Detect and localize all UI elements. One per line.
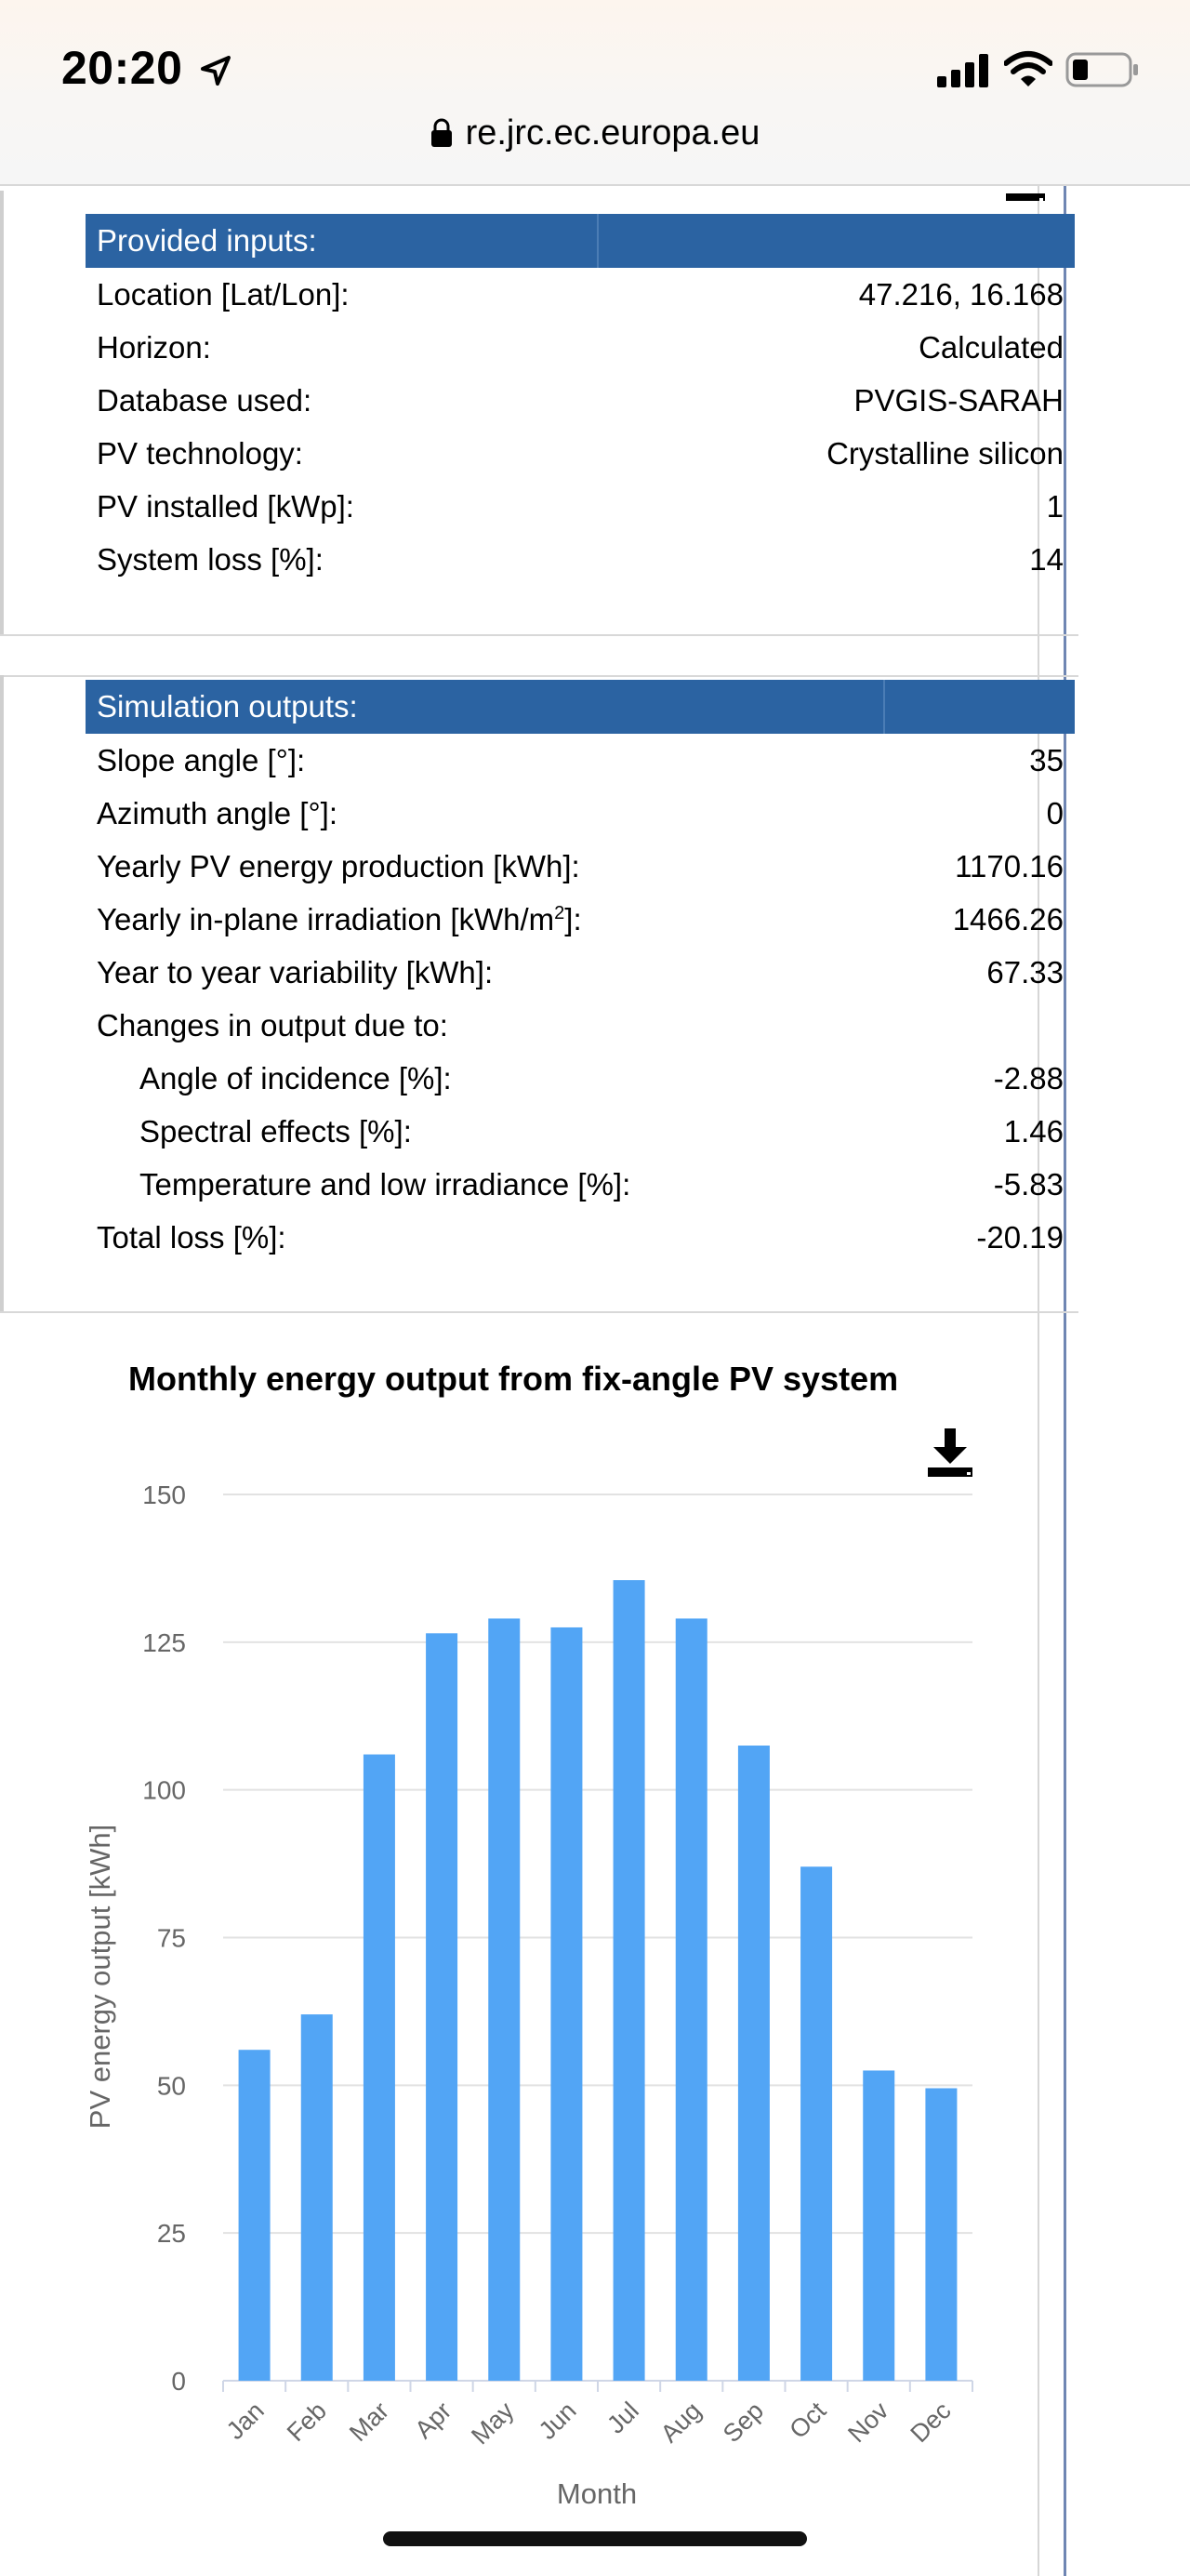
- chart-title: Monthly energy output from fix-angle PV system: [128, 1360, 899, 1398]
- simulation-outputs-header: [86, 680, 1075, 734]
- row-value: 14: [1029, 542, 1064, 577]
- panel-divider: [0, 675, 1078, 677]
- row-label: Location [Lat/Lon]:: [97, 277, 350, 312]
- wifi-icon: [1004, 50, 1052, 87]
- table-row: [86, 946, 1075, 999]
- table-row: [86, 268, 1075, 321]
- table-row: [86, 787, 1075, 840]
- row-value: 1170.16: [955, 849, 1064, 883]
- location-arrow-icon: [197, 52, 234, 89]
- table-row: [86, 480, 1075, 533]
- row-value: 0: [1046, 796, 1064, 830]
- row-label: PV technology:: [97, 436, 303, 471]
- panel-divider: [0, 634, 1078, 636]
- row-value: -20.19: [976, 1220, 1064, 1255]
- row-value: PVGIS-SARAH: [853, 383, 1064, 418]
- simulation-outputs-title: Simulation outputs:: [97, 689, 358, 724]
- y-tick-label: 125: [142, 1627, 186, 1657]
- row-label: Slope angle [°]:: [97, 743, 306, 777]
- x-axis-title: Month: [556, 2477, 638, 2510]
- bar-sep: [738, 1746, 770, 2381]
- x-tick-label: Mar: [344, 2397, 395, 2448]
- cellular-signal-icon: [937, 54, 991, 87]
- bar-apr: [426, 1633, 457, 2381]
- row-label: PV installed [kWp]:: [97, 489, 354, 524]
- row-label: Yearly in-plane irradiation $[kWh/m^2]$:: [97, 902, 582, 936]
- panel-left-border: [0, 675, 4, 1313]
- battery-icon: [1065, 52, 1140, 89]
- y-axis-title: PV energy output [kWh]: [84, 1824, 116, 2130]
- bar-oct: [800, 1866, 832, 2381]
- x-tick-label: Apr: [409, 2397, 457, 2444]
- table-row: [86, 734, 1075, 787]
- x-tick-label: Jun: [533, 2397, 582, 2446]
- lock-icon: [430, 118, 453, 148]
- row-label: Horizon:: [97, 330, 211, 365]
- home-indicator[interactable]: [383, 2531, 807, 2546]
- provided-inputs-table: [86, 214, 1075, 586]
- x-tick-label: Dec: [905, 2397, 957, 2449]
- provided-inputs-title: Provided inputs:: [97, 223, 317, 258]
- simulation-outputs-table: [86, 680, 1075, 1264]
- row-label: Azimuth angle [°]:: [97, 796, 337, 830]
- x-tick-label: Jul: [602, 2397, 644, 2439]
- x-tick-label: Aug: [654, 2397, 707, 2449]
- table-row: [86, 1052, 1075, 1105]
- x-tick-label: Oct: [784, 2397, 832, 2444]
- y-tick-label: 25: [156, 2219, 186, 2249]
- bar-jan: [239, 2050, 271, 2381]
- y-tick-label: 0: [171, 2367, 186, 2396]
- row-label: Yearly PV energy production [kWh]:: [97, 849, 580, 883]
- table-row: [86, 427, 1075, 480]
- row-value: 1: [1046, 489, 1064, 524]
- bar-feb: [301, 2014, 333, 2381]
- table-row: [86, 374, 1075, 427]
- monthly-energy-chart: [0, 1451, 1032, 2530]
- row-value: 1.46: [1003, 1114, 1064, 1149]
- provided-inputs-header: [86, 214, 1075, 268]
- x-tick-label: Sep: [717, 2397, 770, 2449]
- row-value: 1466.26: [952, 902, 1064, 936]
- table-row: [86, 1105, 1075, 1158]
- download-icon[interactable]: [1004, 177, 1047, 206]
- bar-dec: [925, 2089, 957, 2381]
- panel-divider: [0, 1311, 1078, 1313]
- table-row: [86, 533, 1075, 586]
- row-label: Angle of incidence [%]:: [139, 1061, 452, 1095]
- header-separator: [883, 680, 885, 734]
- table-row: [86, 1158, 1075, 1211]
- y-tick-label: 75: [156, 1923, 186, 1953]
- bar-jul: [614, 1580, 645, 2381]
- x-tick-label: May: [466, 2397, 520, 2450]
- row-value: 35: [1029, 743, 1064, 777]
- table-row: [86, 840, 1075, 893]
- table-row: [86, 999, 1075, 1052]
- table-row: [86, 321, 1075, 374]
- row-label: Total loss [%]:: [97, 1220, 286, 1255]
- row-value: -5.83: [993, 1167, 1064, 1202]
- row-label: Database used:: [97, 383, 312, 418]
- status-time: 20:20: [61, 42, 183, 94]
- row-label: Year to year variability [kWh]:: [97, 955, 494, 989]
- y-tick-label: 100: [142, 1775, 186, 1805]
- row-label: Spectral effects [%]:: [139, 1114, 412, 1149]
- row-value: 47.216, 16.168: [858, 277, 1064, 312]
- row-value: -2.88: [993, 1061, 1064, 1095]
- x-tick-label: Jan: [220, 2397, 270, 2446]
- x-tick-label: Feb: [281, 2397, 332, 2448]
- row-label: Temperature and low irradiance [%]:: [139, 1167, 631, 1202]
- y-tick-label: 150: [142, 1481, 186, 1509]
- panel-left-border: [0, 191, 4, 635]
- url-text: re.jrc.ec.europa.eu: [465, 113, 760, 153]
- row-value: 67.33: [986, 955, 1064, 989]
- table-row: [86, 893, 1075, 946]
- bar-may: [488, 1618, 520, 2381]
- browser-topbar: [0, 0, 1190, 186]
- row-value: Crystalline silicon: [826, 436, 1064, 471]
- header-separator: [597, 214, 599, 268]
- row-label: Changes in output due to:: [97, 1008, 448, 1042]
- table-row: [86, 1211, 1075, 1264]
- address-bar[interactable]: [0, 113, 1190, 153]
- bar-jun: [550, 1627, 582, 2381]
- row-value: Calculated: [919, 330, 1064, 365]
- bar-aug: [676, 1618, 707, 2381]
- x-tick-label: Nov: [842, 2397, 894, 2449]
- y-tick-label: 50: [156, 2071, 186, 2101]
- bar-mar: [364, 1755, 395, 2381]
- bar-nov: [863, 2070, 894, 2381]
- row-label: System loss [%]:: [97, 542, 324, 577]
